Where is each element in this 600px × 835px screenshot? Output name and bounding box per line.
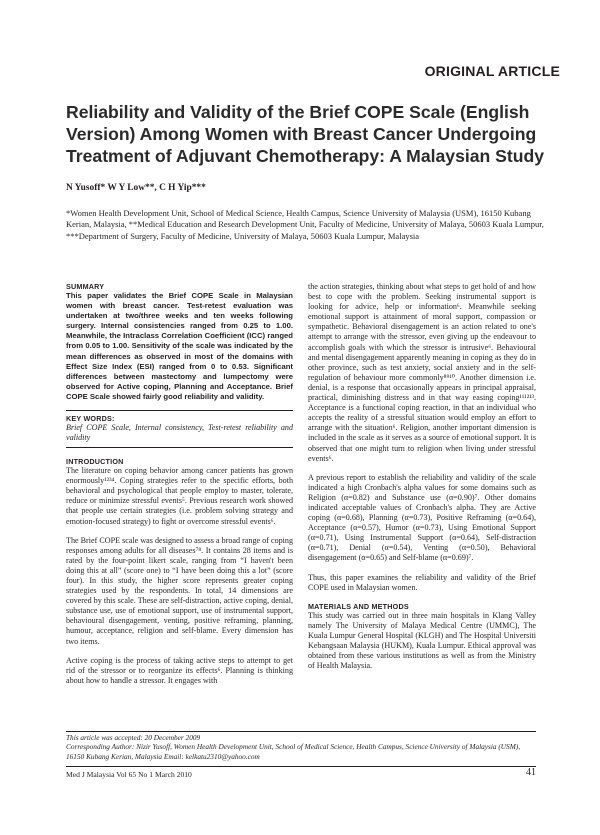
introduction-heading: INTRODUCTION bbox=[66, 457, 124, 467]
keywords-heading: KEY WORDS: bbox=[66, 414, 115, 424]
introduction-paragraph: The literature on coping behavior among cancer patients has grown enormously¹²³⁴. Coping strategies refer to the specific efforts, both behavioral and psychological that people employ to master, tolerate, reduce or minimize stressful events⁵. Previous research work showed that people use certain strategies (i.e. problem solving strategy and emotion-focused strategy) to fight or overcome stressful events⁶. bbox=[66, 466, 293, 526]
materials-heading: MATERIALS AND METHODS bbox=[308, 601, 409, 611]
page-number: 41 bbox=[526, 767, 536, 778]
footnote-divider bbox=[66, 731, 536, 732]
right-column bbox=[308, 282, 536, 680]
corresponding-author: Corresponding Author: Nizir Yusoff, Women Health Development Unit, School of Medical Science, Health Campus, Science University of Malaysia (USM), 16150 Kubang Kerian, Malaysia Email: kelkatu2310@yahoo.com bbox=[66, 742, 521, 761]
affiliation-block: *Women Health Development Unit, School of Medical Science, Health Campus, Science University of Malaysia (USM), 16150 Kubang Kerian, Malaysia, **Medical Education and Research Development Unit, Faculty of Medicine, University of Malaya, 50603 Kuala Lumpur, ***Department of Surgery, Faculty of Medicine, University of Malaya, 50603 Kuala Lumpur, Malaysia bbox=[66, 208, 544, 241]
article-title: Reliability and Validity of the Brief COPE Scale (English Version) Among Women with Breast Cancer Undergoing Treatment of Adjuvant Chemotherapy: A Malaysian Study bbox=[66, 102, 545, 166]
summary-text: This paper validates the Brief COPE Scale in Malaysian women with breast cancer. Test-retest evaluation was undertaken at two/three weeks and ten weeks following surgery. Internal consistencies ranged from 0.25 to 1.00. Meanwhile, the Intraclass Correlation Coefficient (ICC) ranged from 0.05 to 1.00. Sensitivity of the scale was indicated by the mean differences as observed in most of the domains with Effect Size Index (ESI) ranged from 0 to 0.53. Significant differences between mastectomy and lumpectomy were observed for Active coping, Planning and Acceptance. Brief COPE Scale showed fairly good reliability and validity. bbox=[66, 291, 293, 401]
materials-paragraph: This study was carried out in three main hospitals in Klang Valley namely The University of Malaya Medical Centre (UMMC), The Kuala Lumpur General Hospital (KLGH) and The Hospital Universiti Kebangsaan Malaysia (HUKM), Kuala Lumpur. Ethical approval was obtained from these various institutions as well as from the Ministry of Health Malaysia. bbox=[308, 610, 536, 671]
journal-reference: Med J Malaysia Vol 65 No 1 March 2010 bbox=[66, 770, 192, 779]
keywords-box bbox=[66, 410, 293, 448]
footer-divider bbox=[66, 766, 536, 767]
body-paragraph: A previous report to establish the reliability and validity of the scale indicated a high Cronbach's alpha values for some domains such as Religion (α=0.82) and Substance use (α=0.90)⁷. Other domains indicated acceptable values of Cronbach's alpha. They are Active coping (α=0.68), Planning (α=0.73), Positive Reframing (α=0.64), Acceptance (α=0.57), Humor (α=0.73), Using Emotional Support (α=0.71), Using Instrumental Support (α=0.64), Self-distraction (α=0.71), Denial (α=0.54), Venting (α=0.50), Behavioral disengagement (α=0.65) and Self-blame (α=0.69)⁷. bbox=[308, 472, 536, 563]
section-label: ORIGINAL ARTICLE bbox=[424, 63, 560, 79]
acceptance-date: This article was accepted: 20 December 2009 bbox=[66, 733, 201, 742]
introduction-paragraph: The Brief COPE scale was designed to assess a broad range of coping responses among adults for all diseases⁷⁸. It contains 28 items and is rated by the four-point likert scale, ranging from “I haven't been doing this at all” (score one) to “I have been doing this a lot” (score four). In this study, the higher score represents greater coping strategies used by the respondents. In total, 14 dimensions are covered by this scale. These are self-distraction, active coping, denial, substance use, use of emotional support, use of instrumental support, behavioural disengagement, venting, positive reframing, planning, humour, acceptance, religion and self-blame. Every dimension has two items. bbox=[66, 535, 293, 646]
body-paragraph: Thus, this paper examines the reliability and validity of the Brief COPE used in Malaysian women. bbox=[308, 572, 536, 592]
author-list: N Yusoff* W Y Low**, C H Yip*** bbox=[66, 183, 206, 193]
left-column bbox=[66, 282, 293, 695]
keywords-text: Brief COPE Scale, Internal consistency, Test-retest reliability and validity bbox=[66, 423, 293, 443]
body-paragraph: the action strategies, thinking about what steps to get hold of and how best to cope with the problem. Seeking instrumental support is looking for advice, help or information⁶. Meanwhile seeking emotional support is attainment of moral support, compassion or sympathetic. Behavioral disengagement is an action related to one's attempt to arrange with the stressor, even giving up the endeavour to accomplish goals with which the stressor is intrusive⁶. Behavioural and mental disengagement apparently meaning in coping as they do in other province, such as test anxiety, social anxiety and in the self-regulation of behaviour more commonly⁸⁹¹⁰. Another dimension i.e. denial, is a response that occasionally appears in principal appraisal, practical, diminishing distress and in that way easing coping¹¹¹²¹³. Acceptance is a functional coping reaction, in that an individual who accepts the reality of a stressful situation would employ an effort to arrange with the situation⁶. Religion, another important dimension is included in the scale as it serves as a source of emotional support. It is observed that one might turn to religion when living under stressful events⁶. bbox=[308, 282, 536, 463]
introduction-paragraph: Active coping is the process of taking active steps to attempt to get rid of the stressor or to reorganize its effects⁶. Planning is thinking about how to handle a stressor. It engages with bbox=[66, 655, 293, 685]
summary-heading: SUMMARY bbox=[66, 282, 105, 291]
footnote bbox=[66, 733, 536, 761]
